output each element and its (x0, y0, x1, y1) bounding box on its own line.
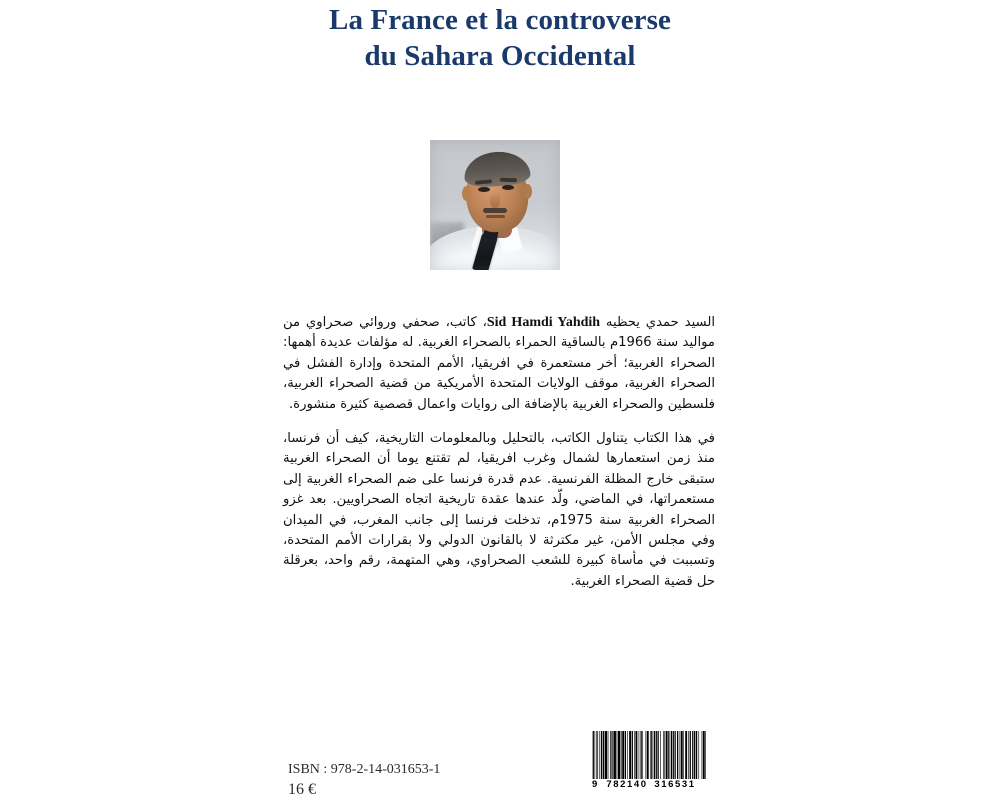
barcode-lead-digit: 9 (592, 778, 599, 790)
book-title-line-2: du Sahara Occidental (364, 40, 636, 72)
author-mouth (486, 215, 505, 218)
author-ear-left (462, 186, 471, 201)
author-mustache (483, 208, 507, 213)
author-eyebrow-right (500, 178, 517, 183)
bio-text-after-name: ، كاتب، صحفي وروائي صحراوي من مواليد سنة 1966م بالساقية الحمراء بالصحراء الغربية. له مؤلفات عديدة أهمها: الصحراء الغربية؛ أخر مستعمرة في افريقيا، الأمم المتحدة وإدارة الفشل في الصحراء الغربية، موقف الولايات المتحدة الأمريكية من قضية الصحراء الغربية، فلسطين والصحراء الغربية بالإضافة الى روايات واعمال قصصية كثيرة منشورة. (283, 315, 715, 412)
price-text: 16 € (288, 781, 316, 798)
ean13-barcode (592, 731, 706, 791)
author-name-latin: Sid Hamdi Yahdih (486, 315, 601, 330)
book-summary-paragraph: في هذا الكتاب يتناول الكاتب، بالتحليل وبالمعلومات التاريخية، كيف أن فرنسا، منذ زمن استعمارها لشمال وغرب افريقيا، لم تقتنع يوما أن الصحراء الغربية ستبقى خارج المظلة الفرنسية. عدم قدرة فرنسا على ضم الصحراء الغربية إلى مستعمراتها، في الماضي، ولّد عندها عقدة تاريخية اتجاه الصحراويين. بعد غزو الصحراء الغربية سنة 1975م، تدخلت فرنسا إلى جانب المغرب، في الميدان وفي مجلس الأمن، غير مكترثة لا بالقانون الدولي ولا بقرارات الأمم المتحدة، وتسببت في مأساة كبيرة للشعب الصحراوي، وهي المتهمة، رقم واحد، بعرقلة حل قضية الصحراء الغربية. (283, 431, 715, 589)
bio-text-before-name: السيد حمدي يحظيه (600, 315, 716, 330)
barcode-left-group: 782140 (606, 778, 648, 790)
barcode-digits (592, 777, 706, 791)
author-eye-left (478, 187, 490, 192)
author-nose (490, 192, 500, 208)
author-bio-paragraph (283, 313, 715, 415)
book-title-line-1: La France et la controverse (329, 4, 671, 36)
isbn-price-block (288, 760, 440, 801)
back-cover-text (283, 313, 715, 592)
author-photo (430, 140, 560, 270)
isbn-text: ISBN : 978-2-14-031653-1 (288, 762, 441, 777)
barcode-right-group: 316531 (654, 778, 696, 790)
book-title (0, 2, 1000, 74)
author-eye-right (502, 185, 514, 190)
author-ear-right (523, 184, 532, 199)
barcode-bars (592, 731, 706, 779)
